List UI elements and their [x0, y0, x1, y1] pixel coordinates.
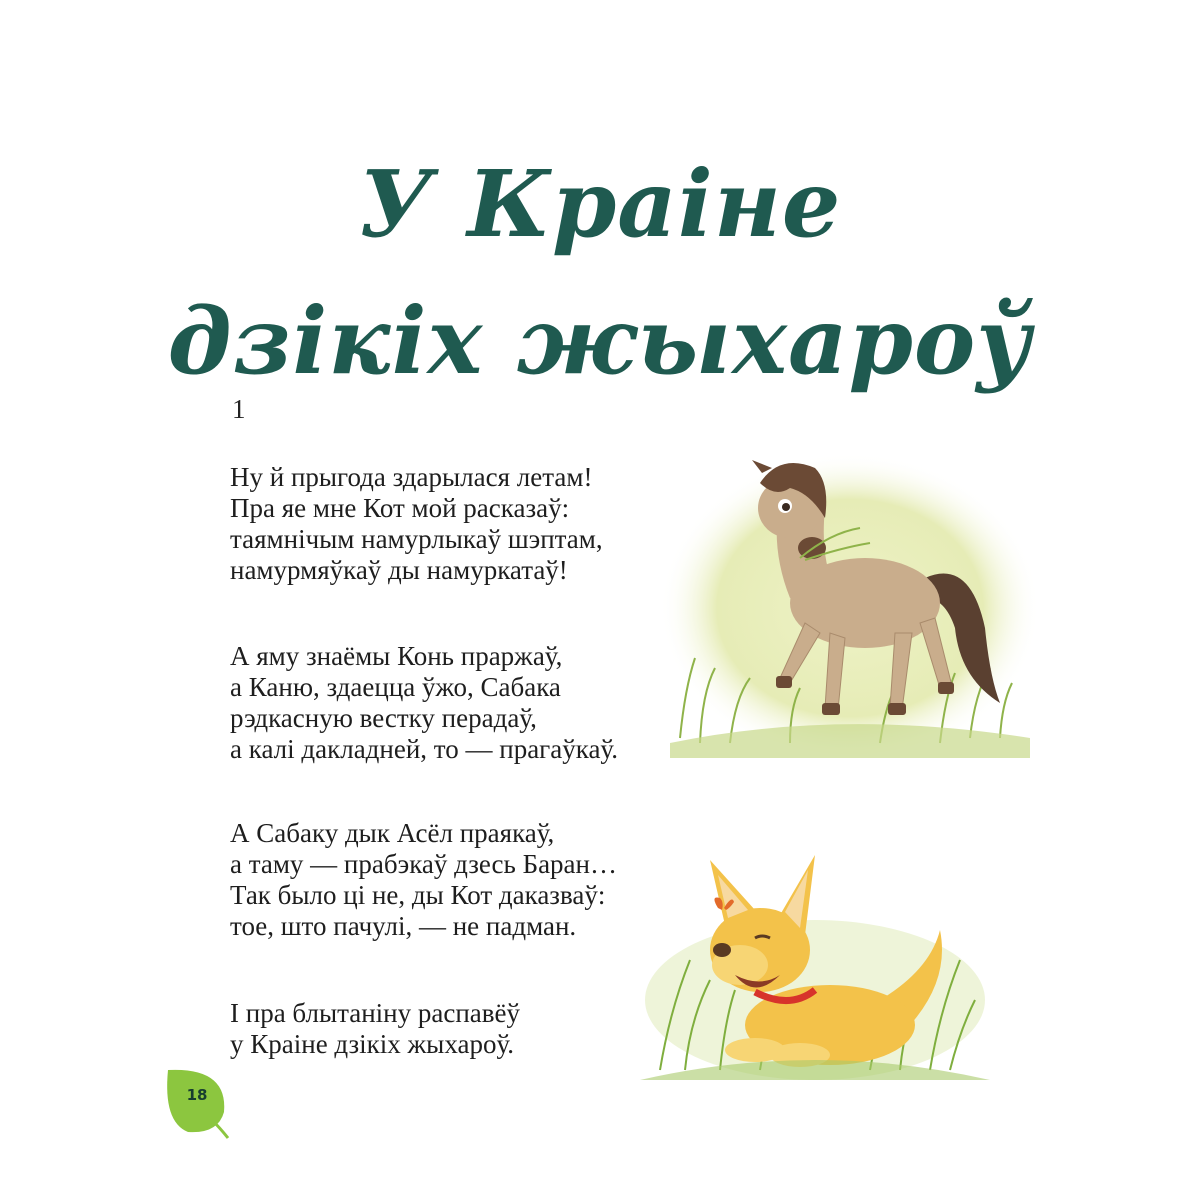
page-number: 18	[186, 1086, 208, 1104]
poem-line: а калі дакладней, то — прагаўкаў.	[230, 734, 618, 764]
horse-illustration	[640, 438, 1040, 758]
poem-line: А Сабаку дык Асёл праякаў,	[230, 818, 555, 848]
poem-line: а таму — прабэкаў дзесь Баран…	[230, 849, 617, 879]
stanza-4	[230, 998, 520, 1060]
stanza-3	[230, 818, 617, 942]
stanza-2	[230, 641, 618, 765]
poem-line: А яму знаёмы Конь праржаў,	[230, 641, 563, 671]
poem-line: Ну й прыгода здарылася летам!	[230, 462, 593, 492]
dog-illustration	[640, 850, 990, 1080]
poem-line: таямнічым намурлыкаў шэптам,	[230, 524, 603, 554]
poem-line: а Каню, здаецца ўжо, Сабака	[230, 672, 561, 702]
stanza-1	[230, 462, 603, 586]
poem-line: у Краіне дзікіх жыхароў.	[230, 1029, 515, 1059]
section-number: 1	[232, 394, 246, 424]
poem-line: Так было ці не, ды Кот даказваў:	[230, 880, 606, 910]
poem-line: І пра блытаніну распавёў	[230, 998, 520, 1028]
poem-line: намурмяўкаў ды намуркатаў!	[230, 555, 568, 585]
poem-line: Пра яе мне Кот мой расказаў:	[230, 493, 570, 523]
poem-line: рэдкасную вестку перадаў,	[230, 703, 537, 733]
title-line-1: У Краіне	[358, 149, 842, 258]
poem-line: тое, што пачулі, — не падман.	[230, 911, 577, 941]
title-line-2: дзікіх жыхароў	[167, 286, 1033, 395]
